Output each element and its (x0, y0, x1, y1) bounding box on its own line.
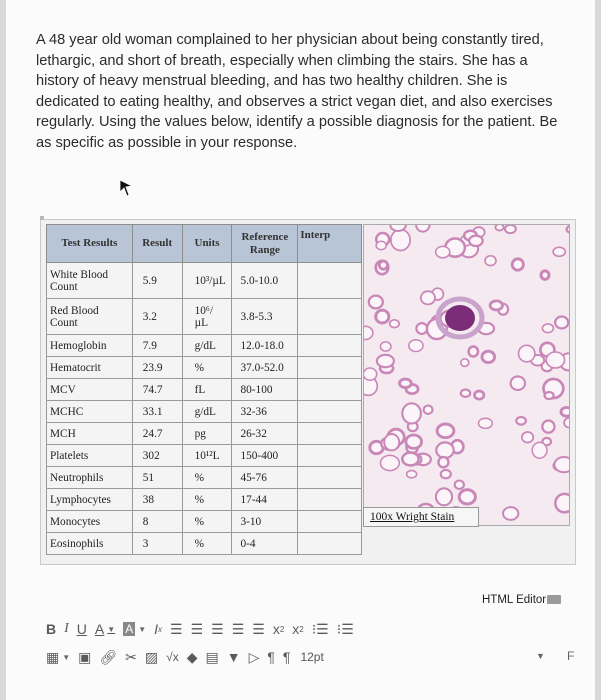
red-blood-cell (503, 507, 518, 520)
micrograph-caption: 100x Wright Stain (363, 507, 479, 527)
red-blood-cell (376, 241, 386, 249)
interp-cell (298, 299, 362, 335)
unlink-icon[interactable]: ✂ (125, 648, 137, 665)
red-blood-cell (436, 442, 453, 458)
red-blood-cell (436, 488, 452, 505)
units-cell: g/dL (182, 335, 232, 357)
test-name-cell: White Blood Count (47, 263, 133, 299)
table-row (47, 263, 362, 299)
html-editor-label: HTML Editor (482, 594, 547, 606)
record-icon[interactable]: ▤ (205, 648, 219, 665)
mouse-pointer-icon (118, 178, 134, 198)
clear-format-icon[interactable]: I x (154, 621, 163, 637)
reference-range-cell: 32-36 (232, 401, 298, 423)
red-blood-cell (567, 226, 570, 233)
interp-cell (298, 357, 362, 379)
red-blood-cell (553, 247, 565, 256)
interp-cell (298, 533, 362, 555)
red-blood-cell (390, 225, 405, 231)
font-size-select[interactable]: 12pt (300, 650, 324, 664)
header-units: Units (182, 225, 232, 263)
red-blood-cell (479, 418, 493, 428)
reference-range-cell: 3.8-5.3 (232, 299, 298, 335)
red-blood-cell (555, 494, 570, 512)
lab-results-table (46, 224, 362, 555)
underline-icon[interactable]: U (76, 621, 87, 637)
red-blood-cell (377, 355, 394, 367)
html-editor-link[interactable] (482, 594, 561, 606)
result-cell: 33.1 (132, 401, 182, 423)
result-cell: 7.9 (132, 335, 182, 357)
red-blood-cell (376, 310, 389, 323)
bold-icon[interactable]: B (46, 621, 57, 637)
red-blood-cell (384, 434, 399, 450)
table-row (47, 511, 362, 533)
test-name-cell: Eosinophils (47, 533, 133, 555)
table-row (47, 533, 362, 555)
red-blood-cell (436, 246, 450, 257)
red-blood-cell (561, 407, 570, 416)
red-blood-cell (402, 453, 418, 466)
table-icon[interactable]: ▦ ▼ (46, 648, 71, 665)
units-cell: g/dL (182, 401, 232, 423)
interp-cell (298, 401, 362, 423)
blood-smear-micrograph (363, 224, 570, 526)
red-blood-cell (459, 490, 475, 504)
align-left-icon[interactable]: ☰ (170, 620, 183, 637)
red-blood-cell (379, 261, 387, 269)
table-row (47, 335, 362, 357)
embed-icon[interactable]: ◆ (186, 648, 198, 665)
result-cell: 8 (132, 511, 182, 533)
table-header-row (47, 225, 362, 263)
units-cell: % (182, 357, 232, 379)
red-blood-cell (406, 435, 422, 448)
reference-range-cell: 0-4 (232, 533, 298, 555)
red-blood-cell (541, 271, 549, 279)
units-cell: % (182, 511, 232, 533)
result-cell: 24.7 (132, 423, 182, 445)
table-row (47, 423, 362, 445)
header-interp: Interp (298, 225, 362, 263)
red-blood-cell (485, 256, 496, 266)
interp-cell (298, 379, 362, 401)
interp-cell (298, 263, 362, 299)
reference-range-cell: 17-44 (232, 489, 298, 511)
table-row (47, 379, 362, 401)
red-blood-cell (438, 457, 448, 467)
editor-toolbar-row-2 (46, 646, 324, 668)
interp-cell (298, 335, 362, 357)
resize-handle[interactable] (40, 216, 44, 220)
result-cell: 51 (132, 467, 182, 489)
red-blood-cell (475, 391, 484, 399)
reference-range-cell: 80-100 (232, 379, 298, 401)
units-cell: pg (182, 423, 232, 445)
red-blood-cell (490, 301, 502, 310)
keyboard-icon (547, 595, 561, 604)
red-blood-cell (455, 481, 464, 489)
red-blood-cell (416, 225, 429, 232)
reference-range-cell: 37.0-52.0 (232, 357, 298, 379)
table-row (47, 489, 362, 511)
white-blood-cell (445, 305, 475, 331)
red-blood-cell (532, 442, 547, 458)
red-blood-cell (380, 342, 391, 351)
red-blood-cell (554, 457, 570, 472)
subscript-icon[interactable]: x 2 (292, 621, 304, 637)
header-result: Result (132, 225, 182, 263)
table-row (47, 401, 362, 423)
header-test-results: Test Results (47, 225, 133, 263)
units-cell: % (182, 467, 232, 489)
red-blood-cell (469, 236, 483, 246)
superscript-icon[interactable]: x 2 (272, 621, 285, 637)
red-blood-cell (364, 368, 377, 380)
red-blood-cell (400, 379, 412, 387)
align-right-icon[interactable]: ☰ (211, 620, 224, 637)
result-cell: 38 (132, 489, 182, 511)
text-color-icon[interactable]: A ▼ (94, 621, 116, 637)
blood-smear-image (364, 225, 570, 526)
red-blood-cell (437, 424, 454, 438)
reference-range-cell: 26-32 (232, 423, 298, 445)
reference-range-cell: 45-76 (232, 467, 298, 489)
red-blood-cell (369, 296, 383, 309)
rtl-icon[interactable]: ¶ (282, 649, 291, 665)
red-blood-cell (424, 406, 433, 414)
result-cell: 302 (132, 445, 182, 467)
indent-icon[interactable]: ☰ (231, 620, 245, 637)
reference-range-cell: 12.0-18.0 (232, 335, 298, 357)
red-blood-cell (461, 390, 470, 397)
table-row (47, 299, 362, 335)
red-blood-cell (542, 324, 553, 333)
test-name-cell: Neutrophils (47, 467, 133, 489)
red-blood-cell (511, 376, 525, 390)
red-blood-cell (421, 291, 435, 304)
test-name-cell: MCHC (47, 401, 133, 423)
ltr-icon[interactable]: ¶ (267, 649, 275, 665)
italic-icon[interactable]: I (64, 621, 69, 636)
interp-cell (298, 489, 362, 511)
reference-range-cell: 3-10 (232, 511, 298, 533)
image-icon[interactable]: ▨ (144, 648, 159, 665)
red-blood-cell (441, 470, 451, 478)
link-icon[interactable]: 🔗︎ (99, 648, 118, 665)
units-cell: % (182, 533, 232, 555)
red-blood-cell (555, 317, 568, 329)
red-blood-cell (522, 432, 533, 443)
interp-cell (298, 467, 362, 489)
red-blood-cell (390, 320, 399, 328)
result-cell: 74.7 (132, 379, 182, 401)
bullet-list-icon[interactable]: ⁝☰ (311, 620, 329, 637)
red-blood-cell (381, 455, 400, 470)
red-blood-cell (391, 230, 410, 251)
table-row (47, 467, 362, 489)
question-text: A 48 year old woman complained to her physician about being constantly tired, lethargic, and short of breath, especially when climbing the stairs. She has a history of heavy menstrual bleeding, and has two healthy children. She is dedicated to eating healthy, and observes a strict vegan diet, and also exercises regularly. Using the values below, identify a possible diagnosis for the patient. Be as specific as possible in your response. (36, 32, 558, 151)
red-blood-cell (512, 259, 523, 270)
test-name-cell: Platelets (47, 445, 133, 467)
red-blood-cell (505, 225, 516, 233)
test-name-cell: Lymphocytes (47, 489, 133, 511)
red-blood-cell (461, 359, 469, 367)
align-center-icon[interactable]: ☰ (190, 620, 204, 637)
red-blood-cell (409, 340, 423, 352)
insert-video-icon[interactable]: ▼ (226, 649, 241, 665)
units-cell: % (182, 489, 232, 511)
reference-range-cell: 150-400 (232, 445, 298, 467)
red-blood-cell (407, 471, 417, 478)
units-cell: 10³/µL (182, 263, 232, 299)
test-name-cell: Hematocrit (47, 357, 133, 379)
red-blood-cell (542, 421, 554, 433)
red-blood-cell (519, 345, 535, 362)
equation-icon[interactable]: √x (166, 650, 179, 664)
header-reference-range: Reference Range (232, 225, 298, 263)
red-blood-cell (469, 347, 478, 357)
test-name-cell: MCH (47, 423, 133, 445)
font-size-dropdown-icon[interactable]: ▼ (536, 651, 545, 661)
fullscreen-icon[interactable]: F (567, 649, 575, 663)
result-cell: 3 (132, 533, 182, 555)
test-name-cell: Hemoglobin (47, 335, 133, 357)
red-blood-cell (545, 392, 554, 399)
units-cell: fL (182, 379, 232, 401)
reference-range-cell: 5.0-10.0 (232, 263, 298, 299)
test-name-cell: Monocytes (47, 511, 133, 533)
result-cell: 23.9 (132, 357, 182, 379)
test-name-cell: Red Blood Count (47, 299, 133, 335)
red-blood-cell (495, 225, 503, 231)
units-cell: 10¹²L (182, 445, 232, 467)
highlight-color-icon[interactable]: A ▼ (125, 622, 147, 636)
result-cell: 3.2 (132, 299, 182, 335)
table-row (47, 357, 362, 379)
interp-cell (298, 423, 362, 445)
media-icon[interactable]: ▣ (78, 648, 92, 665)
numbered-list-icon[interactable]: ⁝☰ (336, 620, 354, 637)
red-blood-cell (546, 352, 564, 368)
interp-cell (298, 445, 362, 467)
test-name-cell: MCV (47, 379, 133, 401)
red-blood-cell (564, 418, 570, 428)
result-cell: 5.9 (132, 263, 182, 299)
interp-cell (298, 511, 362, 533)
red-blood-cell (416, 323, 427, 334)
document-icon[interactable]: ▷ (248, 648, 260, 665)
units-cell: 10⁶/ µL (182, 299, 232, 335)
red-blood-cell (516, 417, 526, 425)
red-blood-cell (364, 326, 373, 339)
editor-toolbar-row-1 (46, 618, 362, 640)
red-blood-cell (402, 403, 421, 423)
red-blood-cell (482, 351, 495, 362)
outdent-icon[interactable]: ☰ (252, 620, 265, 637)
table-row (47, 445, 362, 467)
